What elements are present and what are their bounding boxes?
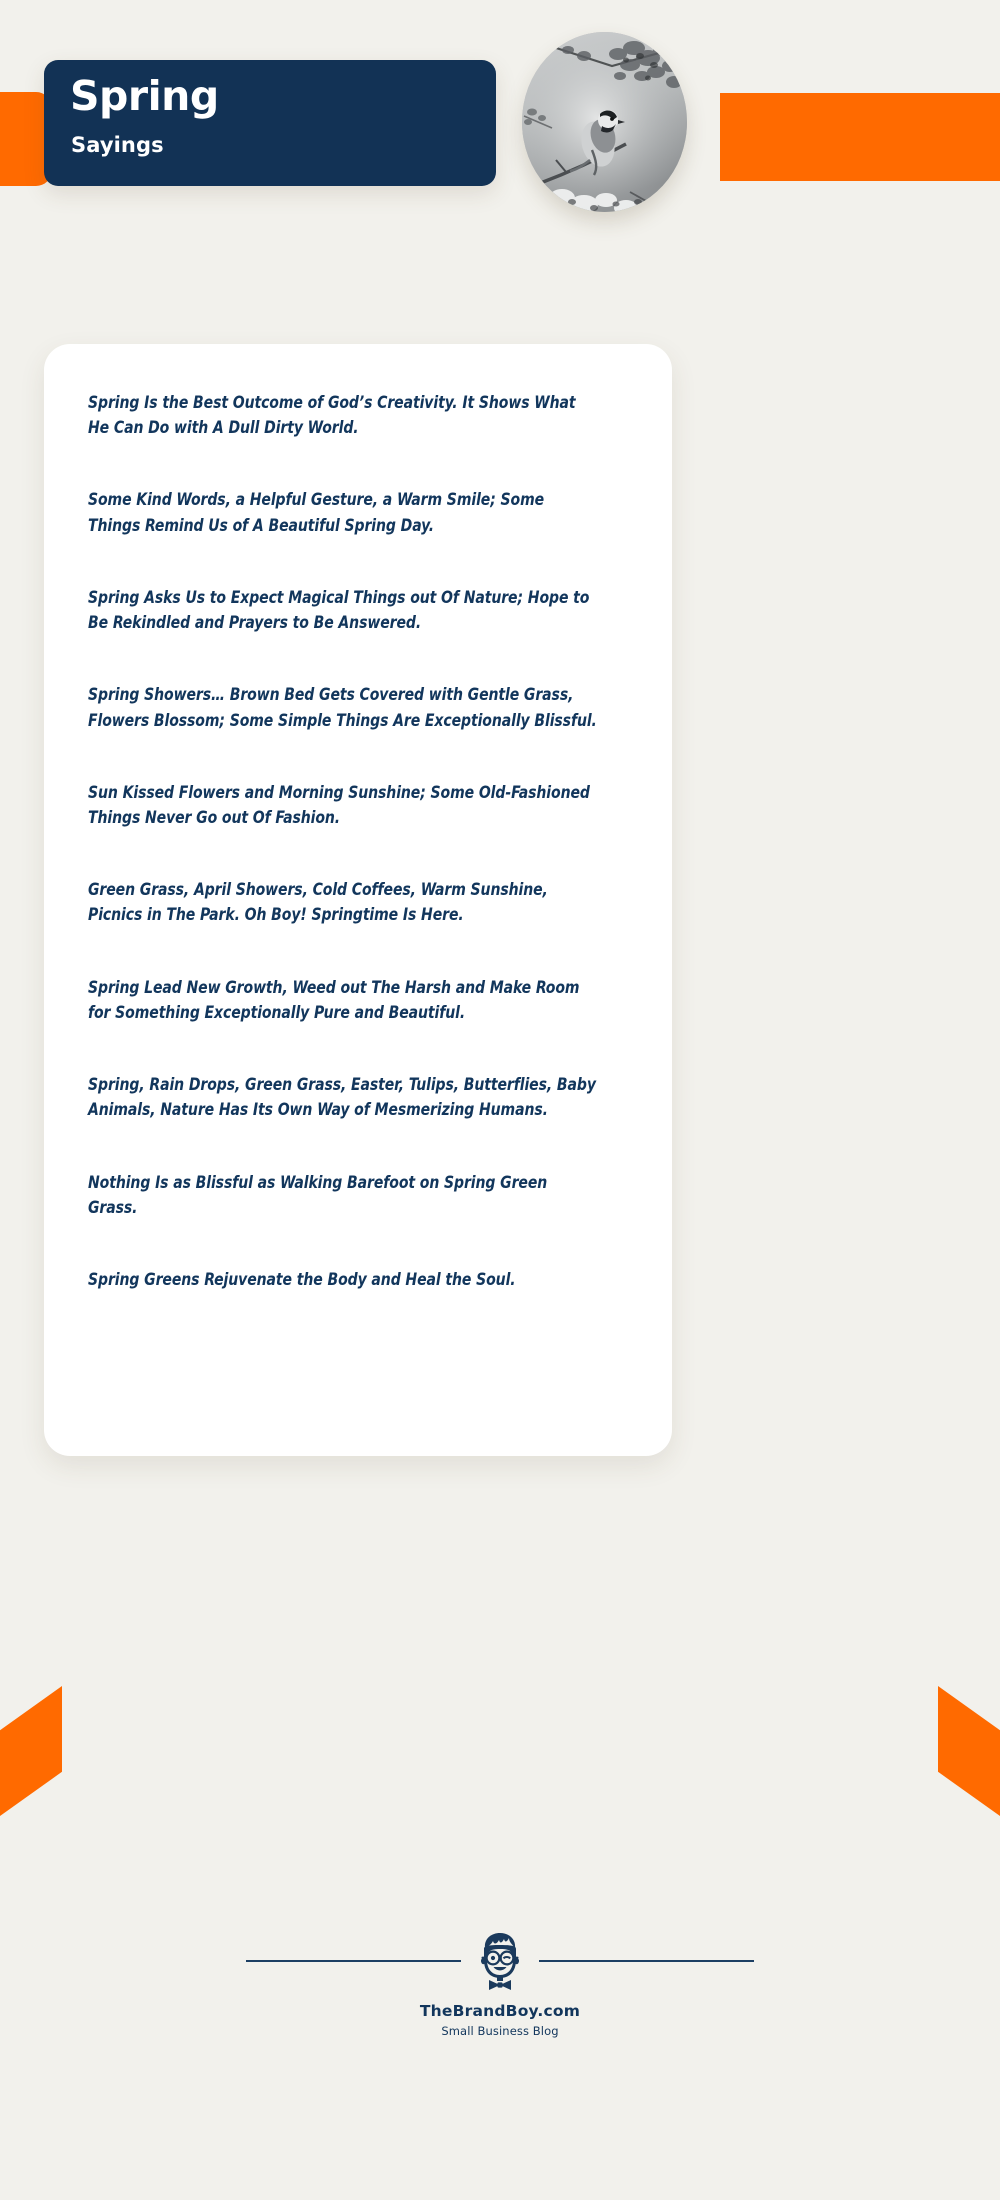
quote-item: Spring Greens Rejuvenate the Body and Heal the Soul. bbox=[88, 1269, 516, 1289]
quote-item: Some Kind Words, a Helpful Gesture, a Warm Smile; Some Things Remind Us of A Beautiful Spring Day. bbox=[88, 490, 545, 535]
quote-item: Spring Lead New Growth, Weed out The Harsh and Make Room for Something Exceptionally Pure and Beautiful. bbox=[88, 977, 580, 1022]
quote-item: Spring Asks Us to Expect Magical Things out Of Nature; Hope to Be Rekindled and Prayers to Be Answered. bbox=[88, 587, 590, 633]
orange-accent-bar-right bbox=[720, 93, 1000, 181]
divider-line-right bbox=[539, 1960, 754, 1962]
quote-item: Spring, Rain Drops, Green Grass, Easter, Tulips, Butterflies, Baby Animals, Nature Has Its Own Way of Mesmerizing Humans. bbox=[88, 1075, 596, 1120]
page-subtitle: Sayings bbox=[71, 133, 164, 157]
quote-item: Sun Kissed Flowers and Morning Sunshine; Some Old-Fashioned Things Never Go out Of Fashion. bbox=[88, 782, 590, 827]
orange-parallelogram-right bbox=[938, 1686, 1000, 1816]
brand-name: TheBrandBoy.com bbox=[419, 2002, 581, 2020]
header-card bbox=[44, 60, 496, 186]
bird-on-branch-photo bbox=[522, 32, 687, 212]
quotes-card bbox=[44, 344, 672, 1456]
quote-item: Nothing Is as Blissful as Walking Barefoot on Spring Green Grass. bbox=[88, 1172, 548, 1217]
footer-divider-row bbox=[0, 1930, 1000, 1992]
quote-item: Spring Is the Best Outcome of God’s Creativity. It Shows What He Can Do with A Dull Dirty World. bbox=[88, 393, 576, 438]
page-title: Spring bbox=[70, 72, 219, 120]
orange-parallelogram-left bbox=[0, 1686, 62, 1816]
quote-item: Green Grass, April Showers, Cold Coffees, Warm Sunshine, Picnics in The Park. Oh Boy! Springtime Is Here. bbox=[88, 880, 548, 925]
brand-tagline: Small Business Blog bbox=[441, 2024, 559, 2038]
footer bbox=[0, 1930, 1000, 2038]
divider-line-left bbox=[246, 1960, 461, 1962]
brandboy-face-logo bbox=[471, 1930, 529, 1992]
quote-item: Spring Showers… Brown Bed Gets Covered with Gentle Grass, Flowers Blossom; Some Simple Things Are Exceptionally Blissful. bbox=[88, 685, 597, 730]
quote-list bbox=[88, 390, 632, 1292]
